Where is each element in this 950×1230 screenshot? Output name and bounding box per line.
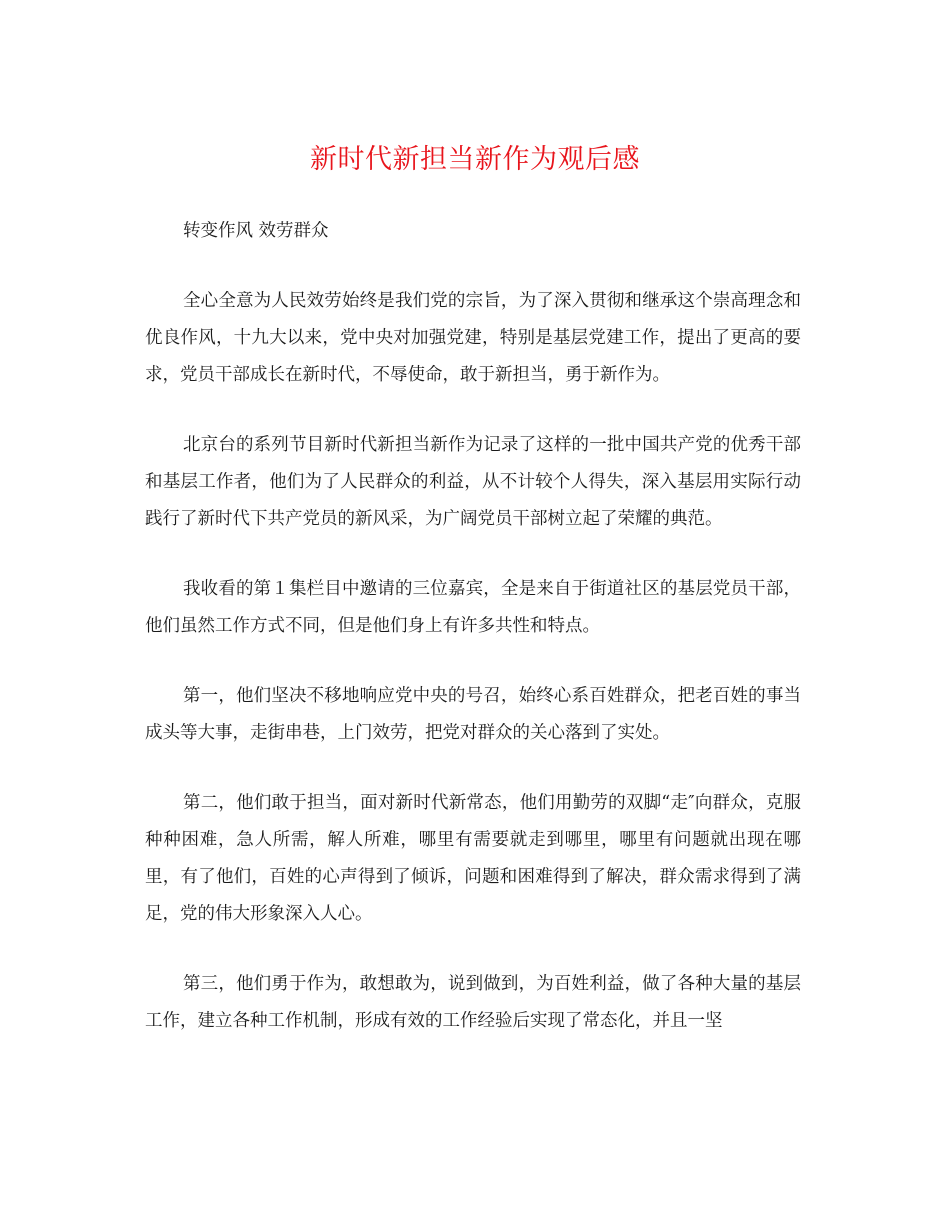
document-body [145, 213, 801, 1073]
document-title: 新时代新担当新作为观后感 [310, 144, 640, 175]
paragraph-1: 全心全意为人民效劳始终是我们党的宗旨，为了深入贯彻和继承这个崇高理念和优良作风，十九大以来，党中央对加强党建，特别是基层党建工作，提出了更高的要求，党员干部成长在新时代，不辱使命，敢于新担当，勇于新作为。 [145, 291, 801, 385]
document-subtitle: 转变作风 效劳群众 [183, 221, 329, 241]
paragraph-2: 北京台的系列节目新时代新担当新作为记录了这样的一批中国共产党的优秀干部和基层工作者，他们为了人民群众的利益，从不计较个人得失，深入基层用实际行动践行了新时代下共产党员的新风采，为广阔党员干部树立起了荣耀的典范。 [145, 435, 801, 529]
paragraph-3: 我收看的第１集栏目中邀请的三位嘉宾，全是来自于街道社区的基层党员干部，他们虽然工作方式不同，但是他们身上有许多共性和特点。 [145, 579, 801, 636]
paragraph-4: 第一，他们坚决不移地响应党中央的号召，始终心系百姓群众，把老百姓的事当成头等大事，走街串巷，上门效劳，把党对群众的关心落到了实处。 [145, 686, 801, 743]
paragraph-5: 第二，他们敢于担当，面对新时代新常态，他们用勤劳的双脚“走″向群众，克服种种困难，急人所需，解人所难，哪里有需要就走到哪里，哪里有问题就出现在哪里，有了他们，百姓的心声得到了倾诉，问题和困难得到了解决，群众需求得到了满足，党的伟大形象深入人心。 [145, 793, 801, 924]
paragraph-6: 第三，他们勇于作为，敢想敢为，说到做到，为百姓利益，做了各种大量的基层工作，建立各种工作机制，形成有效的工作经验后实现了常态化，并且一坚 [145, 974, 801, 1031]
